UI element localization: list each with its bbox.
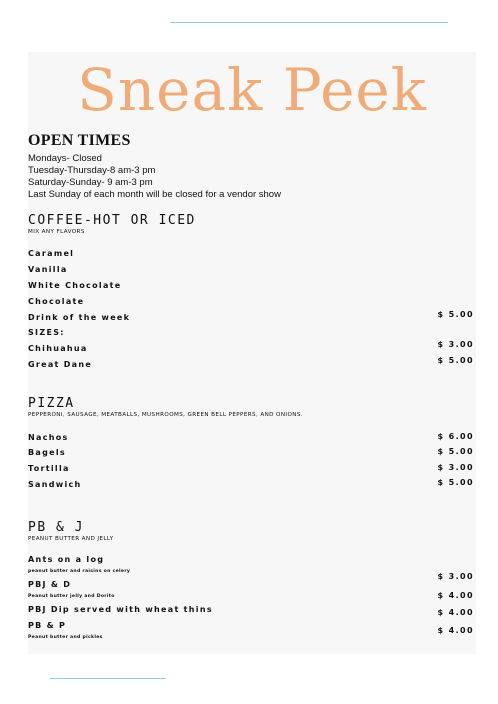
top-divider-line [170,22,448,23]
menu-item: Tortilla [28,464,70,473]
pbj-section-subtitle: PEANUT BUTTER AND JELLY [28,536,114,542]
menu-item: Nachos [28,433,69,442]
menu-item: PBJ Dip served with wheat thins [28,605,213,614]
pbj-section-title: PB & J [28,520,84,535]
open-times-line: Saturday-Sunday- 9 am-3 pm [28,177,153,188]
sizes-label: SIZES: [28,328,65,337]
menu-panel [28,52,476,654]
menu-item: Drink of the week [28,313,131,322]
menu-price: $ 4.00 [437,608,474,617]
menu-item: Vanilla [28,265,68,274]
pizza-section-subtitle: PEPPERONI, SAUSAGE, MEATBALLS, MUSHROOMS, GREEN BELL PEPPERS, AND ONIONS. [28,412,303,418]
menu-item: Sandwich [28,480,82,489]
menu-item: Ants on a log [28,555,105,564]
bottom-divider-line [50,678,166,679]
menu-price: $ 4.00 [437,591,474,600]
menu-item-note: peanut butter and raisins on celery [28,569,131,574]
menu-item: PBJ & D [28,580,72,589]
menu-item-note: Peanut butter and pickles [28,635,103,640]
menu-item-note: Peanut butter jelly and Dorito [28,594,115,599]
menu-item: Chocolate [28,297,85,306]
open-times-line: Mondays- Closed [28,153,102,164]
open-times-line: Last Sunday of each month will be closed for a vendor show [28,189,281,200]
open-times-heading: OPEN TIMES [28,132,131,149]
menu-item: PB & P [28,621,67,630]
menu-price: $ 3.00 [437,572,474,581]
menu-item: Chihuahua [28,344,88,353]
menu-item: White Chocolate [28,281,122,290]
menu-price: $ 3.00 [437,340,474,349]
coffee-section-subtitle: MIX ANY FLAVORS [28,229,85,235]
menu-item: Caramel [28,249,75,258]
menu-price: $ 5.00 [437,356,474,365]
menu-item: Great Dane [28,360,93,369]
menu-price: $ 4.00 [437,626,474,635]
menu-price: $ 5.00 [437,478,474,487]
menu-item: Bagels [28,448,66,457]
menu-price: $ 5.00 [437,310,474,319]
pizza-section-title: PIZZA [28,396,75,411]
menu-price: $ 3.00 [437,463,474,472]
menu-price: $ 5.00 [437,447,474,456]
open-times-line: Tuesday-Thursday-8 am-3 pm [28,165,156,176]
menu-price: $ 6.00 [437,432,474,441]
page-title: Sneak Peek [77,56,427,124]
coffee-section-title: COFFEE-HOT OR ICED [28,213,196,228]
